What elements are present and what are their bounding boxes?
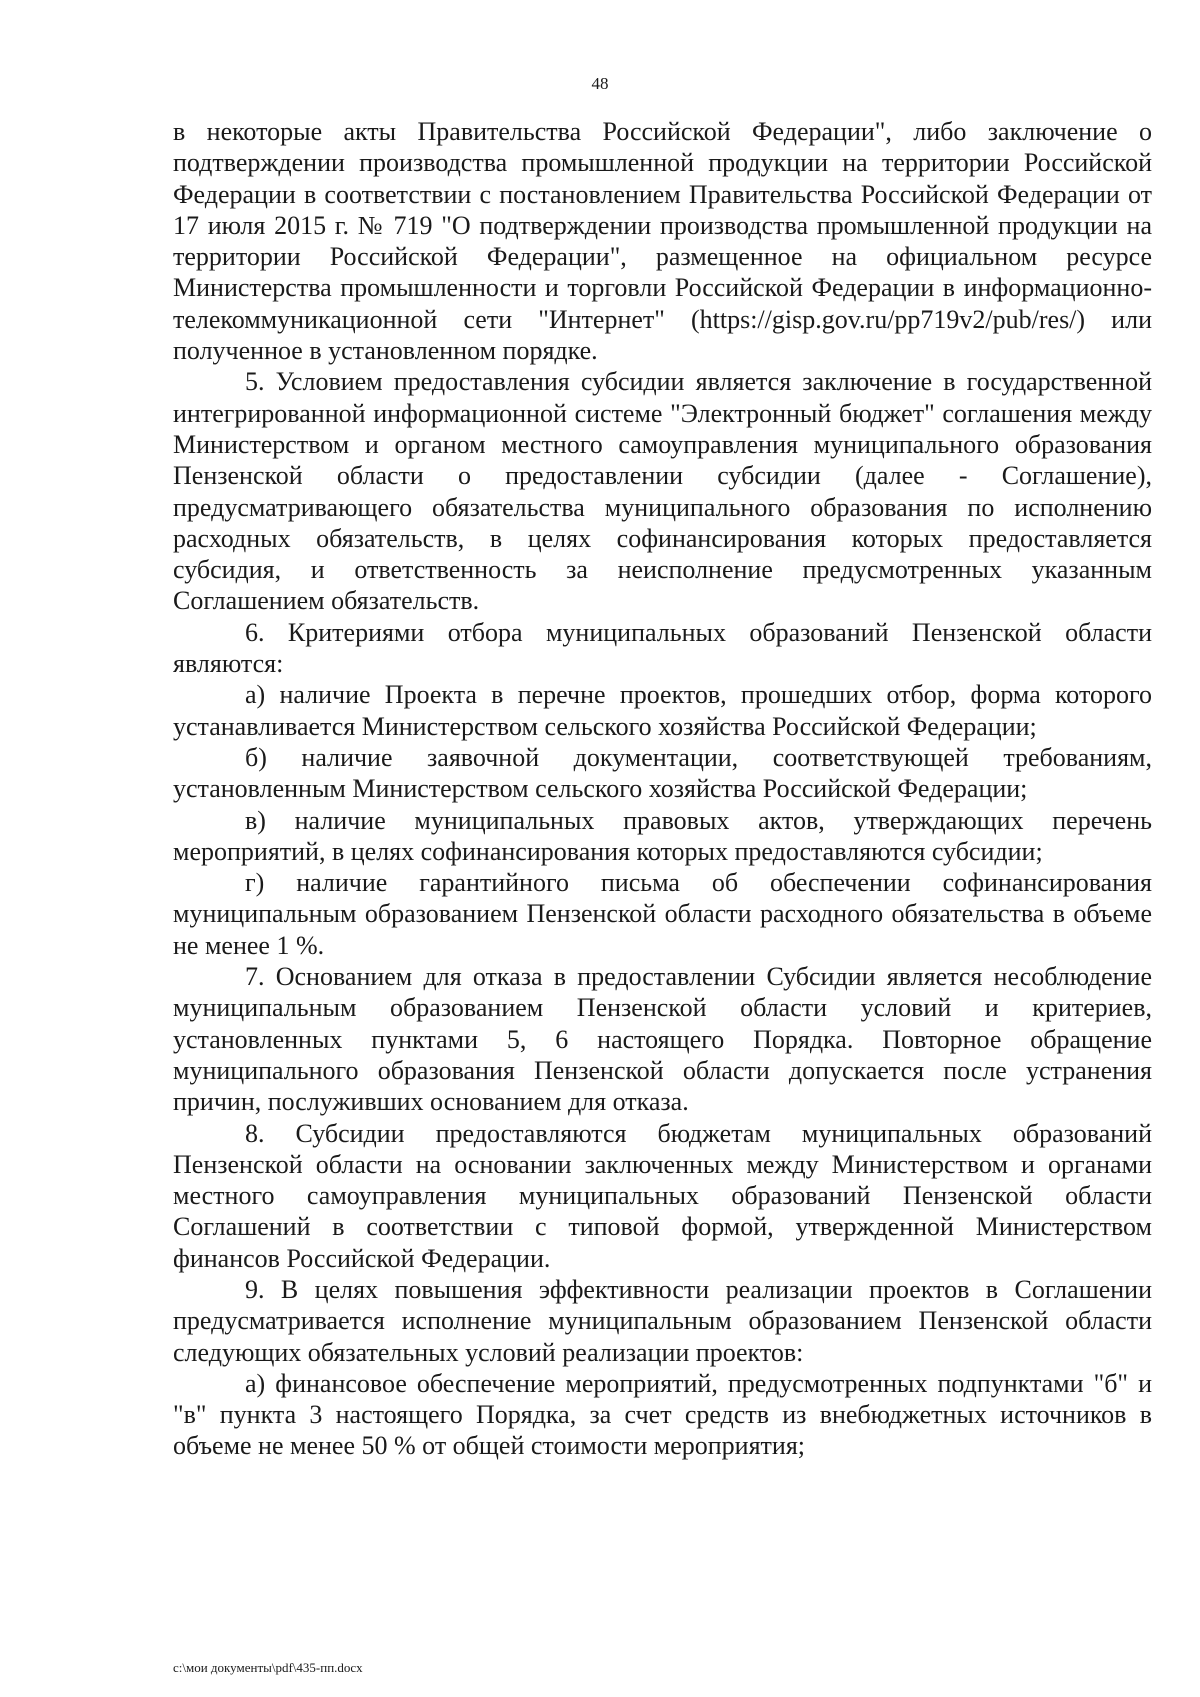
paragraph-item-9a: а) финансовое обеспечение мероприятий, предусмотренных подпунктами "б" и "в" пункта 3 настоящего Порядка, за счет средств из внебюджетных источников в объеме не менее 50 % от общей стоимости мероприятия; xyxy=(173,1368,1152,1461)
paragraph-item-6a: а) наличие Проекта в перечне проектов, прошедших отбор, форма которого устанавливается Министерством сельского хозяйства Российской Федерации; xyxy=(173,680,1152,741)
paragraph-item-8: 8. Субсидии предоставляются бюджетам муниципальных образований Пензенской области на основании заключенных между Министерством и органами местного самоуправления муниципальных образований Пензенской области Соглашений в соответствии с типовой формой, утвержденной Министерством финансов Российской Федерации. xyxy=(173,1118,1152,1273)
paragraph-item-5: 5. Условием предоставления субсидии является заключение в государственной интегрированной информационной системе "Электронный бюджет" соглашения между Министерством и органом местного самоуправления муниципального образования Пензенской области о предоставлении субсидии (далее - Соглашение), предусматривающего обязательства муниципального образования по исполнению расходных обязательств, в целях софинансирования которых предоставляется субсидия, и ответственность за неисполнение предусмотренных указанным Соглашением обязательств. xyxy=(173,367,1152,616)
document-body xyxy=(173,116,1152,1462)
paragraph-item-6g: г) наличие гарантийного письма об обеспечении софинансирования муниципальным образованием Пензенской области расходного обязательства в объеме не менее 1 %. xyxy=(173,868,1152,960)
footer-file-path: c:\мои документы\pdf\435-пп.docx xyxy=(173,1660,363,1675)
paragraph-item-6: 6. Критериями отбора муниципальных образований Пензенской области являются: xyxy=(173,617,1152,679)
paragraph-item-6b: б) наличие заявочной документации, соответствующей требованиям, установленным Министерством сельского хозяйства Российской Федерации; xyxy=(173,742,1152,804)
page-number: 48 xyxy=(591,74,609,93)
paragraph-item-9: 9. В целях повышения эффективности реализации проектов в Соглашении предусматривается исполнение муниципальным образованием Пензенской области следующих обязательных условий реализации проектов: xyxy=(173,1274,1152,1367)
paragraph-continuation: в некоторые акты Правительства Российской Федерации", либо заключение о подтверждении производства промышленной продукции на территории Российской Федерации в соответствии с постановлением Правительства Российской Федерации от 17 июля 2015 г. № 719 "О подтверждении производства промышленной продукции на территории Российской Федерации", размещенное на официальном ресурсе Министерства промышленности и торговли Российской Федерации в информационно-телекоммуникационной сети "Интернет" (https://gisp.gov.ru/pp719v2/pub/res/) или полученное в установленном порядке. xyxy=(173,117,1152,366)
paragraph-item-7: 7. Основанием для отказа в предоставлении Субсидии является несоблюдение муниципальным образованием Пензенской области условий и критериев, установленных пунктами 5, 6 настоящего Порядка. Повторное обращение муниципального образования Пензенской области допускается после устранения причин, послуживших основанием для отказа. xyxy=(173,962,1152,1117)
paragraph-item-6v: в) наличие муниципальных правовых актов, утверждающих перечень мероприятий, в целях софинансирования которых предоставляются субсидии; xyxy=(173,805,1152,866)
